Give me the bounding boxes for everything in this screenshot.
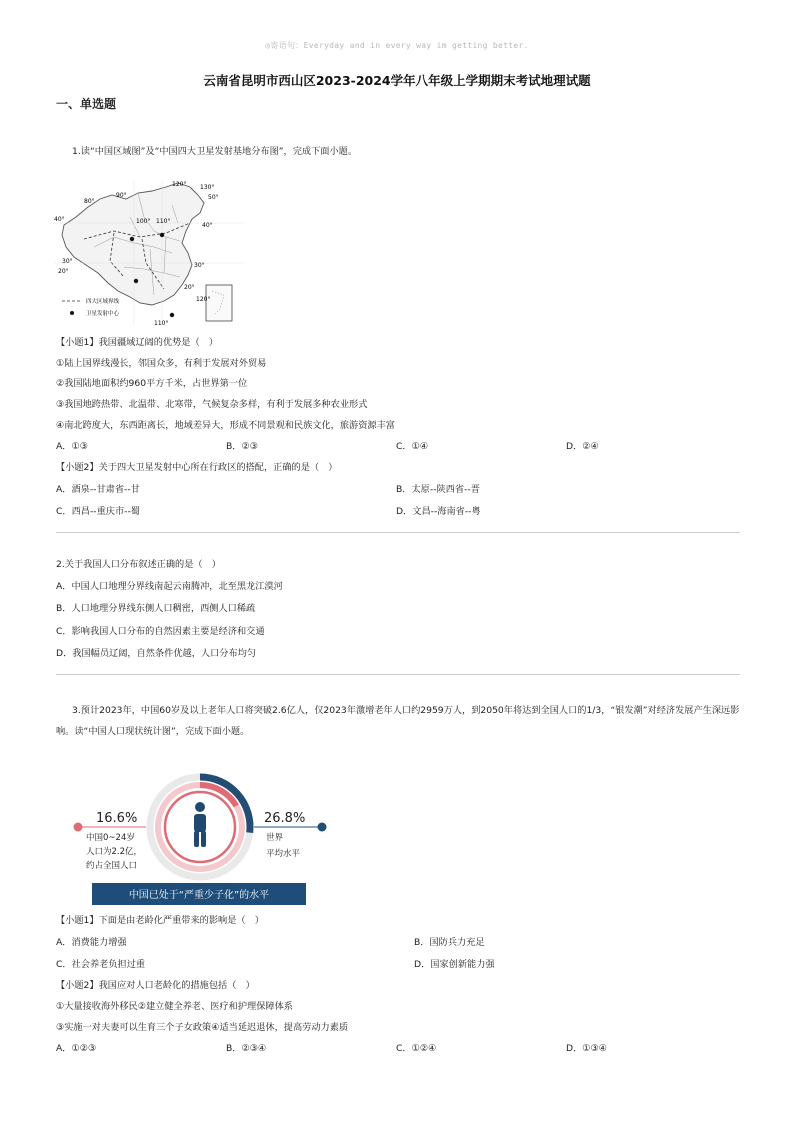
map-label: 110°	[156, 218, 171, 225]
q3-sub1-label: 【小题1】下面是由老龄化严重带来的影响是（ ）	[56, 915, 264, 926]
divider	[56, 674, 740, 675]
q3-sub1-option-c[interactable]: C．社会养老负担过重	[56, 959, 146, 970]
q2-option-b[interactable]: B．人口地理分界线东侧人口稠密，西侧人口稀疏	[56, 603, 256, 614]
china-caption-line: 约占全国人口	[86, 861, 138, 871]
divider	[56, 532, 740, 533]
watermark: ◎寄语句：Everyday and in every way im getting better.	[265, 41, 529, 50]
world-percentage: 26.8%	[264, 811, 306, 826]
q1-sub1-option-a[interactable]: A．①③	[56, 441, 88, 452]
q1-sub1-statement: ④南北跨度大，东西距离长，地域差异大，形成不同景观和民族文化，旅游资源丰富	[56, 420, 395, 431]
map-label: 20°	[184, 284, 195, 291]
q3-sub1-option-d[interactable]: D．国家创新能力强	[414, 959, 495, 970]
map-label: 50°	[208, 194, 219, 201]
q3-sub2-statement: ①大量接收海外移民②建立健全养老、医疗和护理保障体系	[56, 1001, 293, 1012]
q1-sub1-statement: ③我国地跨热带、北温带、北寒带，气候复杂多样，有利于发展多种农业形式	[56, 399, 368, 410]
q3-sub2-option-a[interactable]: A．①②③	[56, 1043, 97, 1054]
q2-option-a[interactable]: A．中国人口地理分界线南起云南腾冲，北至黑龙江漠河	[56, 581, 283, 592]
launch-center-wenchang	[170, 313, 174, 317]
q1-sub1-option-d[interactable]: D．②④	[566, 441, 599, 452]
section-heading: 一、单选题	[56, 97, 117, 111]
q1-sub1-label: 【小题1】我国疆域辽阔的优势是（ ）	[56, 337, 219, 348]
q1-sub2-option-b[interactable]: B．太原--陕西省--晋	[396, 484, 480, 495]
map-label: 90°	[116, 192, 127, 199]
map-label: 40°	[202, 222, 213, 229]
q1-sub1-statement: ①陆上国界线漫长，邻国众多，有利于发展对外贸易	[56, 358, 267, 369]
q1-sub1-option-b[interactable]: B．②③	[226, 441, 258, 452]
q3-sub1-option-a[interactable]: A．消费能力增强	[56, 937, 127, 948]
q1-sub2-label: 【小题2】关于四大卫星发射中心所在行政区的搭配，正确的是（ ）	[56, 462, 338, 473]
map-label: 30°	[62, 258, 73, 265]
chart-banner-text: 中国已处于“严重少子化”的水平	[128, 890, 270, 901]
q3-sub2-statement: ③实施一对夫妻可以生育三个子女政策④适当延迟退休，提高劳动力素质	[56, 1022, 349, 1033]
q3-sub1-option-b[interactable]: B．国防兵力充足	[414, 937, 485, 948]
map-label: 100°	[136, 218, 151, 225]
south-china-sea-inset	[206, 285, 232, 321]
q2-option-c[interactable]: C．影响我国人口分布的自然因素主要是经济和交通	[56, 626, 265, 637]
q1-sub1-statement: ②我国陆地面积约960平方千米，占世界第一位	[56, 378, 248, 389]
q1-sub2-option-c[interactable]: C．西昌--重庆市--蜀	[56, 506, 140, 517]
china-region-map	[54, 177, 244, 329]
q3-sub2-label: 【小题2】我国应对人口老龄化的措施包括（ ）	[56, 980, 255, 991]
q3-sub2-option-d[interactable]: D．①③④	[566, 1043, 607, 1054]
q3-sub2-option-c[interactable]: C．①②④	[396, 1043, 437, 1054]
page-title: 云南省昆明市西山区2023-2024学年八年级上学期期末考试地理试题	[203, 73, 591, 88]
map-legend-boundary: 四大区域界线	[86, 299, 120, 305]
q3-stem: 3.预计2023年，中国60岁及以上老年人口将突破2.6亿人，仅2023年激增老年人口约2959万人，到2050年将达到全国人口的1/3，“银发潮”对经济发展产生深远影响。读“中国人口现状统计图”，完成下面小题。	[56, 705, 740, 737]
population-status-chart	[58, 760, 340, 910]
q1-sub2-option-d[interactable]: D．文昌--海南省--粤	[396, 506, 481, 517]
q1-sub1-option-c[interactable]: C．①④	[396, 441, 429, 452]
map-label: 120°	[196, 296, 211, 303]
map-label: 130°	[200, 184, 215, 191]
q2-stem: 2.关于我国人口分布叙述正确的是（ ）	[56, 559, 221, 570]
world-caption-line: 世界	[266, 833, 284, 843]
china-dot	[74, 823, 83, 832]
map-label: 80°	[84, 198, 95, 205]
launch-center-jiuquan	[130, 237, 134, 241]
map-label: 20°	[58, 268, 69, 275]
china-percentage: 16.6%	[96, 811, 138, 826]
map-label: 30°	[194, 262, 205, 269]
q2-option-d[interactable]: D．我国幅员辽阔，自然条件优越，人口分布均匀	[56, 648, 257, 659]
world-caption-line: 平均水平	[266, 849, 301, 859]
q1-stem: 1.读“中国区域图”及“中国四大卫星发射基地分布图”，完成下面小题。	[72, 146, 358, 157]
map-legend-launch: 卫星发射中心	[86, 311, 120, 317]
q3-sub2-option-b[interactable]: B．②③④	[226, 1043, 267, 1054]
q1-sub2-option-a[interactable]: A．酒泉--甘肃省--甘	[56, 484, 140, 495]
map-label: 120°	[172, 181, 187, 188]
china-caption-line: 中国0~24岁	[86, 833, 135, 843]
china-caption-line: 人口为2.2亿，	[86, 847, 143, 857]
map-label: 110°	[154, 320, 169, 327]
launch-center-xichang	[134, 279, 138, 283]
world-dot	[318, 823, 327, 832]
launch-center-taiyuan	[160, 233, 164, 237]
map-label: 40°	[54, 216, 65, 223]
